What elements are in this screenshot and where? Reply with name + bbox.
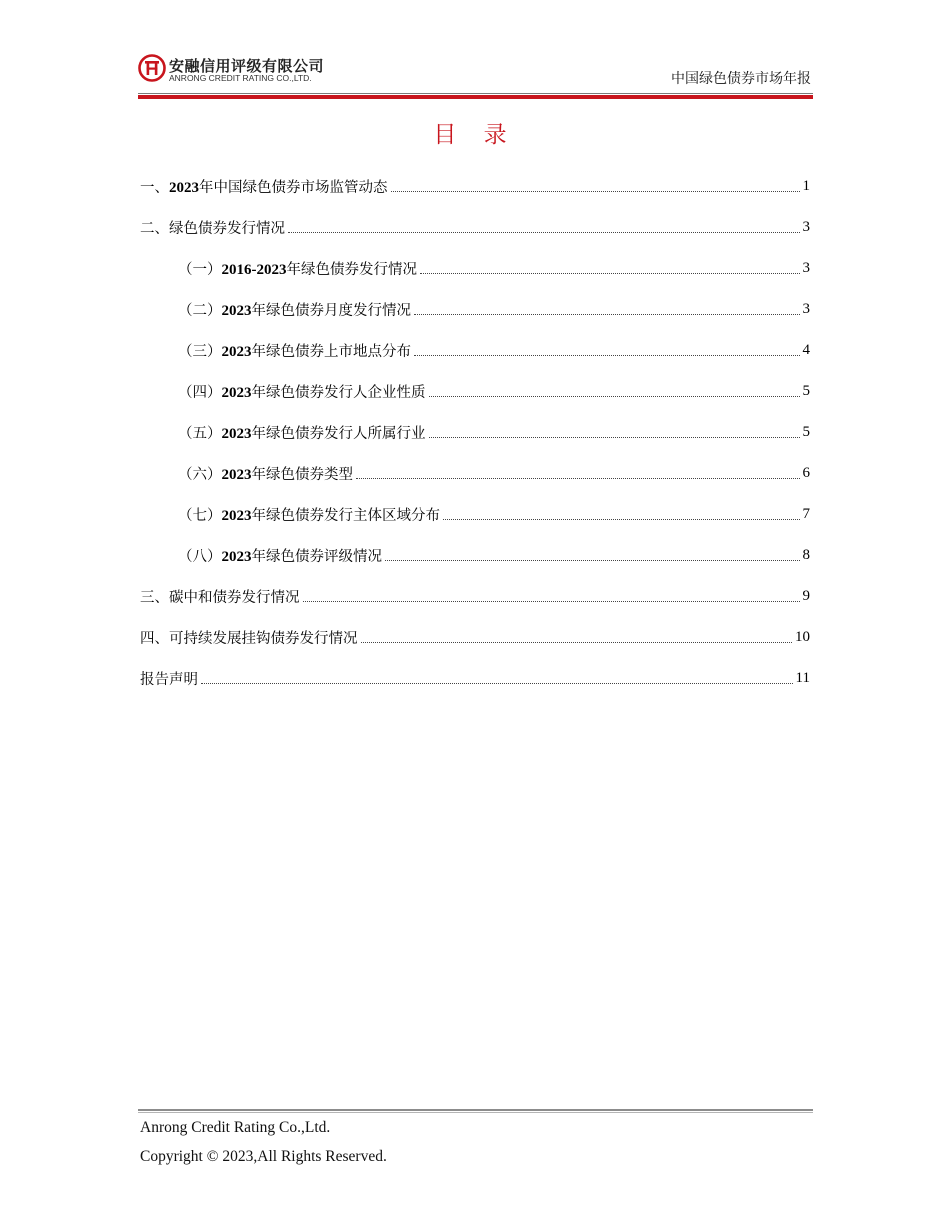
toc-entry-prefix: （八）: [178, 549, 222, 565]
company-logo-icon: [138, 54, 166, 82]
toc-entry-text: 报告声明: [140, 672, 198, 688]
toc-entry-text: 年绿色债券发行人所属行业: [251, 426, 426, 442]
toc-entry-text: 绿色债券发行情况: [169, 221, 285, 237]
toc-entry-text: 年绿色债券类型: [251, 467, 353, 483]
toc-dot-leader: [361, 642, 793, 643]
toc-entry-text: 年绿色债券评级情况: [251, 549, 382, 565]
toc-entry[interactable]: [140, 412, 810, 453]
toc-title: 目 录: [433, 122, 517, 148]
toc-entry-prefix: 二、: [140, 221, 169, 237]
toc-entry-label: [178, 299, 411, 320]
toc-entry-text: 可持续发展挂钩债券发行情况: [169, 631, 358, 647]
toc-dot-leader: [303, 601, 800, 602]
toc-entry-year: 2023: [169, 180, 199, 196]
toc-page-number: 11: [795, 670, 810, 686]
toc-entry-prefix: （六）: [178, 467, 222, 483]
toc-dot-leader: [429, 437, 800, 438]
toc-dot-leader: [443, 519, 800, 520]
footer-copyright: Copyright © 2023,All Rights Reserved.: [140, 1148, 387, 1165]
toc-dot-leader: [414, 355, 800, 356]
toc-entry[interactable]: [140, 289, 810, 330]
toc-entry[interactable]: [140, 330, 810, 371]
toc-entry-text: 年中国绿色债券市场监管动态: [199, 180, 388, 196]
toc-dot-leader: [414, 314, 800, 315]
toc-page-number: 9: [802, 588, 810, 604]
toc-entry-text: 年绿色债券发行情况: [286, 262, 417, 278]
toc-entry[interactable]: [140, 166, 810, 207]
header-divider: [138, 93, 813, 100]
toc-entry-prefix: 四、: [140, 631, 169, 647]
toc-entry[interactable]: [140, 658, 810, 699]
toc-entry-prefix: （四）: [178, 385, 222, 401]
toc-entry-prefix: （七）: [178, 508, 222, 524]
toc-entry-text: 年绿色债券上市地点分布: [251, 344, 411, 360]
toc-entry-text: 年绿色债券发行人企业性质: [251, 385, 426, 401]
toc-page-number: 5: [802, 383, 810, 399]
table-of-contents: [140, 166, 810, 699]
toc-entry-prefix: 三、: [140, 590, 169, 606]
toc-entry-year: 2023: [221, 344, 252, 360]
toc-entry-prefix: （五）: [178, 426, 222, 442]
toc-entry-label: [140, 627, 358, 648]
toc-entry-prefix: （三）: [178, 344, 222, 360]
toc-page-number: 7: [802, 506, 810, 522]
report-title: 中国绿色债券市场年报: [671, 71, 811, 87]
toc-entry-year: 2023: [221, 303, 252, 319]
toc-entry-label: [178, 381, 426, 402]
toc-page-number: 3: [802, 301, 810, 317]
toc-entry-year: 2023: [221, 467, 252, 483]
toc-entry-year: 2023: [221, 426, 252, 442]
toc-page-number: 6: [802, 465, 810, 481]
footer-company: Anrong Credit Rating Co.,Ltd.: [140, 1119, 331, 1136]
toc-page-number: 1: [802, 178, 810, 194]
toc-entry-label: [140, 668, 198, 689]
toc-entry-label: [140, 176, 388, 197]
toc-page-number: 4: [802, 342, 810, 358]
toc-entry-label: [178, 504, 440, 525]
toc-entry-label: [178, 422, 426, 443]
toc-entry[interactable]: [140, 207, 810, 248]
toc-dot-leader: [288, 232, 800, 233]
toc-entry-label: [178, 545, 382, 566]
toc-entry-label: [140, 586, 300, 607]
toc-entry-text: 年绿色债券发行主体区域分布: [251, 508, 440, 524]
toc-entry-text: 年绿色债券月度发行情况: [251, 303, 411, 319]
toc-entry-year: 2023: [221, 549, 252, 565]
company-name-en: ANRONG CREDIT RATING CO.,LTD.: [169, 73, 312, 83]
toc-dot-leader: [356, 478, 800, 479]
toc-entry-text: 碳中和债券发行情况: [169, 590, 300, 606]
toc-dot-leader: [420, 273, 800, 274]
toc-entry[interactable]: [140, 248, 810, 289]
toc-entry-year: 2023: [221, 385, 252, 401]
toc-page-number: 10: [795, 629, 810, 645]
toc-entry[interactable]: [140, 535, 810, 576]
toc-dot-leader: [429, 396, 800, 397]
toc-entry[interactable]: [140, 617, 810, 658]
toc-entry-label: [178, 258, 417, 279]
toc-entry-label: [178, 340, 411, 361]
toc-dot-leader: [385, 560, 800, 561]
toc-entry-year: 2023: [221, 508, 252, 524]
toc-entry-prefix: （一）: [178, 262, 222, 278]
company-name-cn: 安融信用评级有限公司: [169, 57, 325, 75]
toc-entry[interactable]: [140, 371, 810, 412]
toc-entry[interactable]: [140, 494, 810, 535]
toc-page-number: 3: [802, 219, 810, 235]
toc-entry-prefix: （二）: [178, 303, 222, 319]
toc-entry-prefix: 一、: [140, 180, 169, 196]
toc-dot-leader: [391, 191, 800, 192]
toc-entry[interactable]: [140, 576, 810, 617]
toc-page-number: 3: [802, 260, 810, 276]
toc-dot-leader: [201, 683, 793, 684]
toc-entry-label: [140, 217, 285, 238]
toc-page-number: 8: [802, 547, 810, 563]
toc-entry-year: 2016-2023: [221, 262, 287, 278]
toc-page-number: 5: [802, 424, 810, 440]
toc-entry[interactable]: [140, 453, 810, 494]
toc-entry-label: [178, 463, 353, 484]
footer-divider: [138, 1109, 813, 1114]
